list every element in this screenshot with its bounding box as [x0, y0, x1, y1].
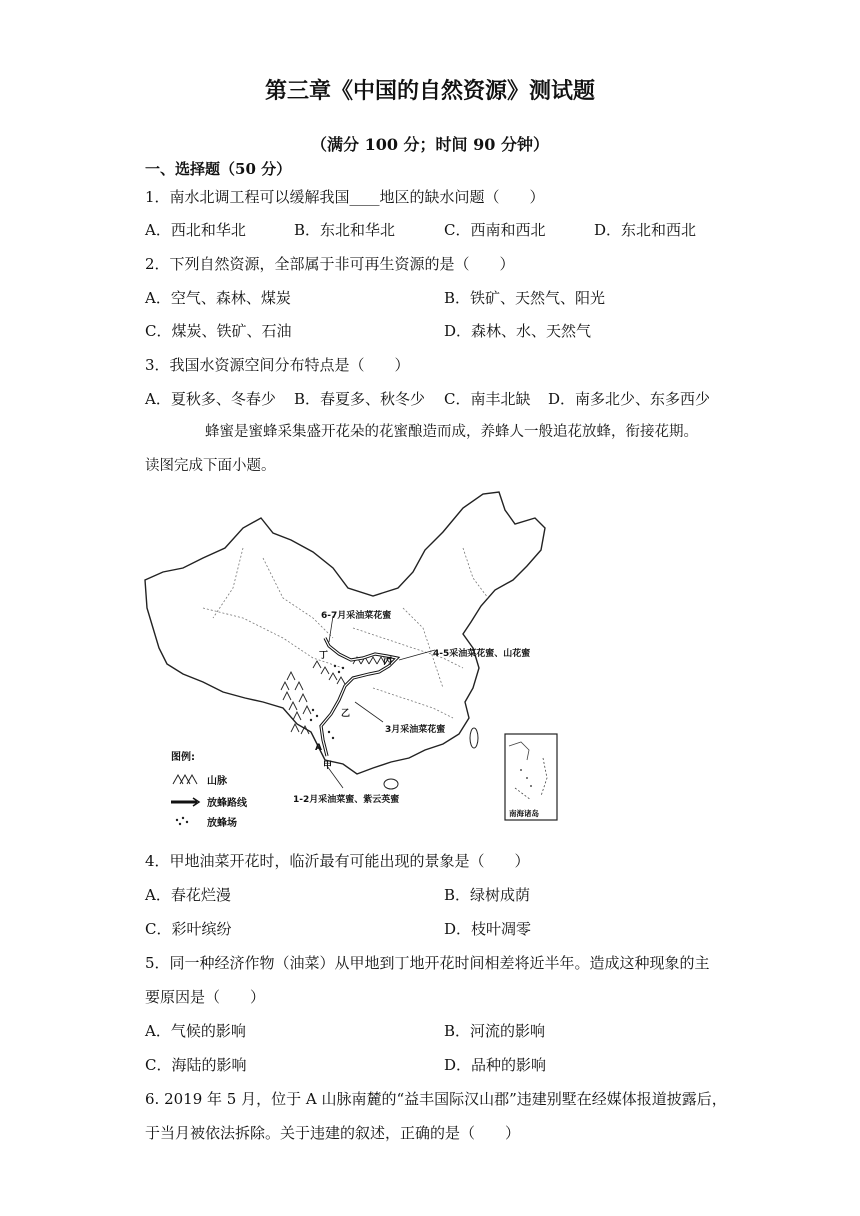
q5-option-d: D．品种的影响 — [444, 1056, 547, 1074]
q1-option-d: D．东北和西北 — [594, 221, 697, 239]
q3-option-c: C．南丰北缺 — [444, 390, 531, 408]
page-title: 第三章《中国的自然资源》测试题 — [264, 79, 595, 104]
legend-mountain: 山脉 — [207, 776, 227, 787]
legend-route: 放蜂路线 — [207, 798, 247, 809]
q2-option-c: C．煤炭、铁矿、石油 — [145, 322, 292, 340]
question-5-stem-line-2: 要原因是（ ） — [145, 988, 266, 1006]
q4-option-d: D．枝叶凋零 — [444, 920, 532, 938]
label-bing: 丙 — [383, 657, 393, 667]
label-yi: 乙 — [341, 709, 351, 719]
legend-field: 放蜂场 — [207, 818, 237, 829]
label-march: 3月采油菜花蜜 — [385, 725, 446, 735]
question-5-stem-line-1: 5．同一种经济作物（油菜）从甲地到丁地开花时间相差将近半年。造成这种现象的主 — [145, 954, 710, 972]
reading-passage — [145, 415, 725, 483]
question-6-stem-line-1: 6. 2019 年 5 月，位于 A 山脉南麓的“益丰国际汉山郡”违建别墅在经媒体报道披露后， — [145, 1090, 727, 1108]
field-legend-icon — [176, 817, 188, 825]
label-april-may: 4-5采油菜花蜜、山花蜜 — [433, 649, 531, 659]
label-june-july: 6-7月采油菜花蜜 — [321, 611, 392, 621]
china-outline — [145, 492, 545, 774]
q4-option-a: A．春花烂漫 — [145, 886, 231, 904]
exam-info: （满分 100 分；时间 90 分钟） — [311, 135, 549, 154]
q1-option-b: B．东北和华北 — [294, 221, 396, 239]
question-1-stem: 1．南水北调工程可以缓解我国____地区的缺水问题（ ） — [145, 188, 545, 206]
label-ding: 丁 — [319, 651, 329, 661]
q2-option-d: D．森林、水、天然气 — [444, 322, 592, 340]
q1-option-a: A．西北和华北 — [145, 221, 246, 239]
question-3-stem: 3．我国水资源空间分布特点是（ ） — [145, 356, 410, 374]
passage-line-1: 蜂蜜是蜜蜂采集盛开花朵的花蜜酿造而成，养蜂人一般追花放蜂，衔接花期。 — [205, 424, 698, 440]
q5-option-a: A．气候的影响 — [145, 1022, 246, 1040]
south-china-sea-inset — [505, 734, 557, 820]
question-6-stem-line-2: 于当月被依法拆除。关于违建的叙述，正确的是（ ） — [145, 1124, 521, 1142]
passage-line-2: 读图完成下面小题。 — [145, 458, 276, 474]
q5-option-b: B．河流的影响 — [444, 1022, 546, 1040]
question-4-stem: 4．甲地油菜开花时，临沂最有可能出现的景象是（ ） — [145, 852, 530, 870]
q2-option-b: B．铁矿、天然气、阳光 — [444, 289, 606, 307]
map-legend — [171, 750, 248, 829]
section-heading: 一、选择题（50 分） — [145, 160, 292, 178]
q3-option-d: D．南多北少、东多西少 — [548, 390, 711, 408]
label-jia: 甲 — [323, 761, 333, 771]
q1-option-c: C．西南和西北 — [444, 221, 546, 239]
beekeeping-route-map — [143, 488, 563, 833]
q4-option-b: B．绿树成荫 — [444, 886, 531, 904]
label-jan-feb: 1-2月采油菜蜜、紫云英蜜 — [293, 795, 400, 805]
q3-option-a: A．夏秋多、冬春少 — [145, 390, 276, 408]
mountain-legend-icon — [173, 775, 197, 784]
q4-option-c: C．彩叶缤纷 — [145, 920, 232, 938]
legend-title: 图例: — [171, 752, 195, 763]
label-a: A — [315, 743, 322, 753]
q2-option-a: A．空气、森林、煤炭 — [145, 289, 291, 307]
label-nanhai: 南海诸岛 — [509, 809, 539, 818]
question-2-stem: 2．下列自然资源，全部属于非可再生资源的是（ ） — [145, 255, 515, 273]
q5-option-c: C．海陆的影响 — [145, 1056, 247, 1074]
q3-option-b: B．春夏多、秋冬少 — [294, 390, 426, 408]
